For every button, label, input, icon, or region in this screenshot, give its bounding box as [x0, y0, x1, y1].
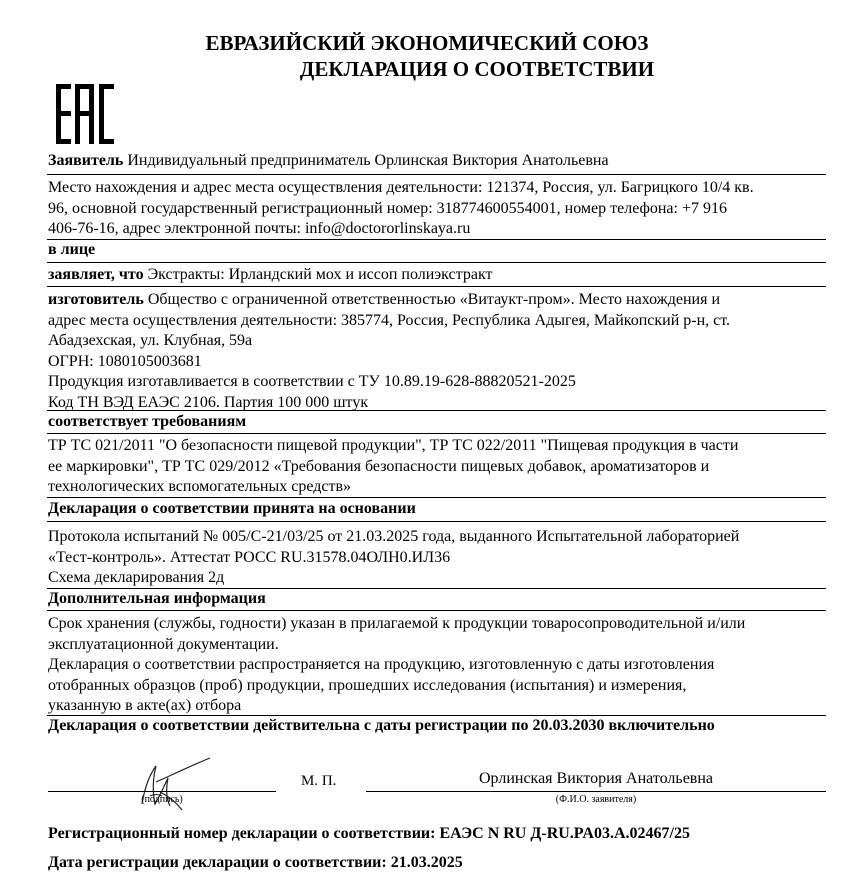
- divider: [47, 174, 826, 175]
- handwritten-signature: [120, 756, 220, 816]
- divider: [47, 433, 826, 434]
- union-title: ЕВРАЗИЙСКИЙ ЭКОНОМИЧЕСКИЙ СОЮЗ: [205, 31, 649, 55]
- manufacturer-label: изготовитель: [48, 291, 144, 308]
- applicant-value: Индивидуальный предприниматель Орлинская Виктория Анатольевна: [123, 152, 609, 169]
- applicant-label: Заявитель: [48, 152, 124, 169]
- basis-line-1: Протокола испытаний № 005/С-21/03/25 от 21.03.2025 года, выданного Испытательной лабораторией: [48, 528, 740, 545]
- signature-caption: (подпись): [141, 794, 183, 805]
- additional-line-2: эксплуатационной документации.: [48, 635, 279, 653]
- basis-block: [48, 527, 826, 589]
- additional-line-5: указанную в акте(ах) отбора: [48, 697, 242, 714]
- address-block: [48, 178, 826, 240]
- divider: [47, 610, 826, 611]
- additional-line-3: Декларация о соответствии распространяется на продукцию, изготовленную с даты изготовления: [48, 656, 715, 673]
- divider: [47, 262, 826, 263]
- manufacturer-block: [48, 290, 826, 413]
- tu-line: Продукция изготавливается в соответствии с ТУ 10.89.19-628-88820521-2025: [48, 373, 576, 390]
- registration-number: Регистрационный номер декларации о соответствии: ЕАЭС N RU Д-RU.PA03.A.02467/25: [48, 825, 690, 842]
- in-person-label: в лице: [48, 241, 96, 258]
- divider: [47, 497, 826, 498]
- ogrn: ОГРН: 1080105003681: [48, 352, 202, 370]
- basis-line-2: «Тест-контроль». Аттестат РОСС RU.31578.04ОЛН0.ИЛ36: [48, 548, 451, 566]
- requirements-line-2: ее маркировки", ТР ТС 029/2012 «Требования безопасности пищевых добавок, ароматизаторов и: [48, 457, 710, 475]
- scheme-line: Схема декларирования 2д: [48, 569, 225, 586]
- registration-date: Дата регистрации декларации о соответствии: 21.03.2025: [48, 854, 463, 871]
- applicant-line: [48, 151, 826, 172]
- additional-line-4: отобранных образцов (проб) продукции, прошедших исследования (испытания) и измерения,: [48, 676, 687, 694]
- address-line-2: 96, основной государственный регистрационный номер: 318774600554001, номер телефона: +7 916: [48, 199, 727, 217]
- declares-label: заявляет, что: [48, 266, 144, 283]
- divider: [47, 521, 826, 522]
- additional-line-1: Срок хранения (службы, годности) указан в прилагаемой к продукции товаросопроводительной и/или: [48, 615, 746, 632]
- code-line: Код ТН ВЭД ЕАЭС 2106. Партия 100 000 штук: [48, 393, 369, 411]
- declares-line: [48, 265, 826, 286]
- requirements-label: соответствует требованиям: [48, 413, 247, 430]
- name-caption: (Ф.И.О. заявителя): [555, 794, 637, 805]
- stamp-placeholder: М. П.: [301, 773, 337, 789]
- requirements-line-3: технологических вспомогательных средств»: [48, 478, 351, 495]
- manufacturer-line-1: Общество с ограниченной ответственностью «Витаукт-пром». Место нахождения и: [143, 291, 721, 308]
- validity-line: Декларация о соответствии действительна с даты регистрации по 20.03.2030 включительно: [48, 717, 715, 734]
- address-line-3: 406-76-16, адрес электронной почты: info@doctororlinskaya.ru: [48, 220, 471, 237]
- eac-mark-icon: [54, 84, 118, 146]
- address-line-1: Место нахождения и адрес места осуществления деятельности: 121374, Россия, ул. Багрицкого 10/4 кв.: [48, 179, 754, 196]
- signer-name: Орлинская Виктория Анатольевна: [478, 770, 714, 787]
- divider: [47, 410, 826, 411]
- basis-label: Декларация о соответствии принята на основании: [48, 500, 416, 517]
- manufacturer-line-3: Абадзехская, ул. Клубная, 59а: [48, 332, 253, 349]
- requirements-block: [48, 436, 826, 498]
- declares-value: Экстракты: Ирландский мох и иссоп полиэкстракт: [143, 266, 493, 283]
- divider: [47, 286, 826, 287]
- additional-block: [48, 614, 826, 717]
- document-title: ДЕКЛАРАЦИЯ О СООТВЕТСТВИИ: [299, 57, 655, 81]
- manufacturer-line-2: адрес места осуществления деятельности: 385774, Россия, Республика Адыгея, Майкопский р-н, ст.: [48, 311, 731, 329]
- name-line: [366, 791, 826, 792]
- requirements-line-1: ТР ТС 021/2011 "О безопасности пищевой продукции", ТР ТС 022/2011 "Пищевая продукция в части: [48, 437, 739, 454]
- signature-line: [48, 791, 276, 792]
- additional-label: Дополнительная информация: [48, 590, 266, 607]
